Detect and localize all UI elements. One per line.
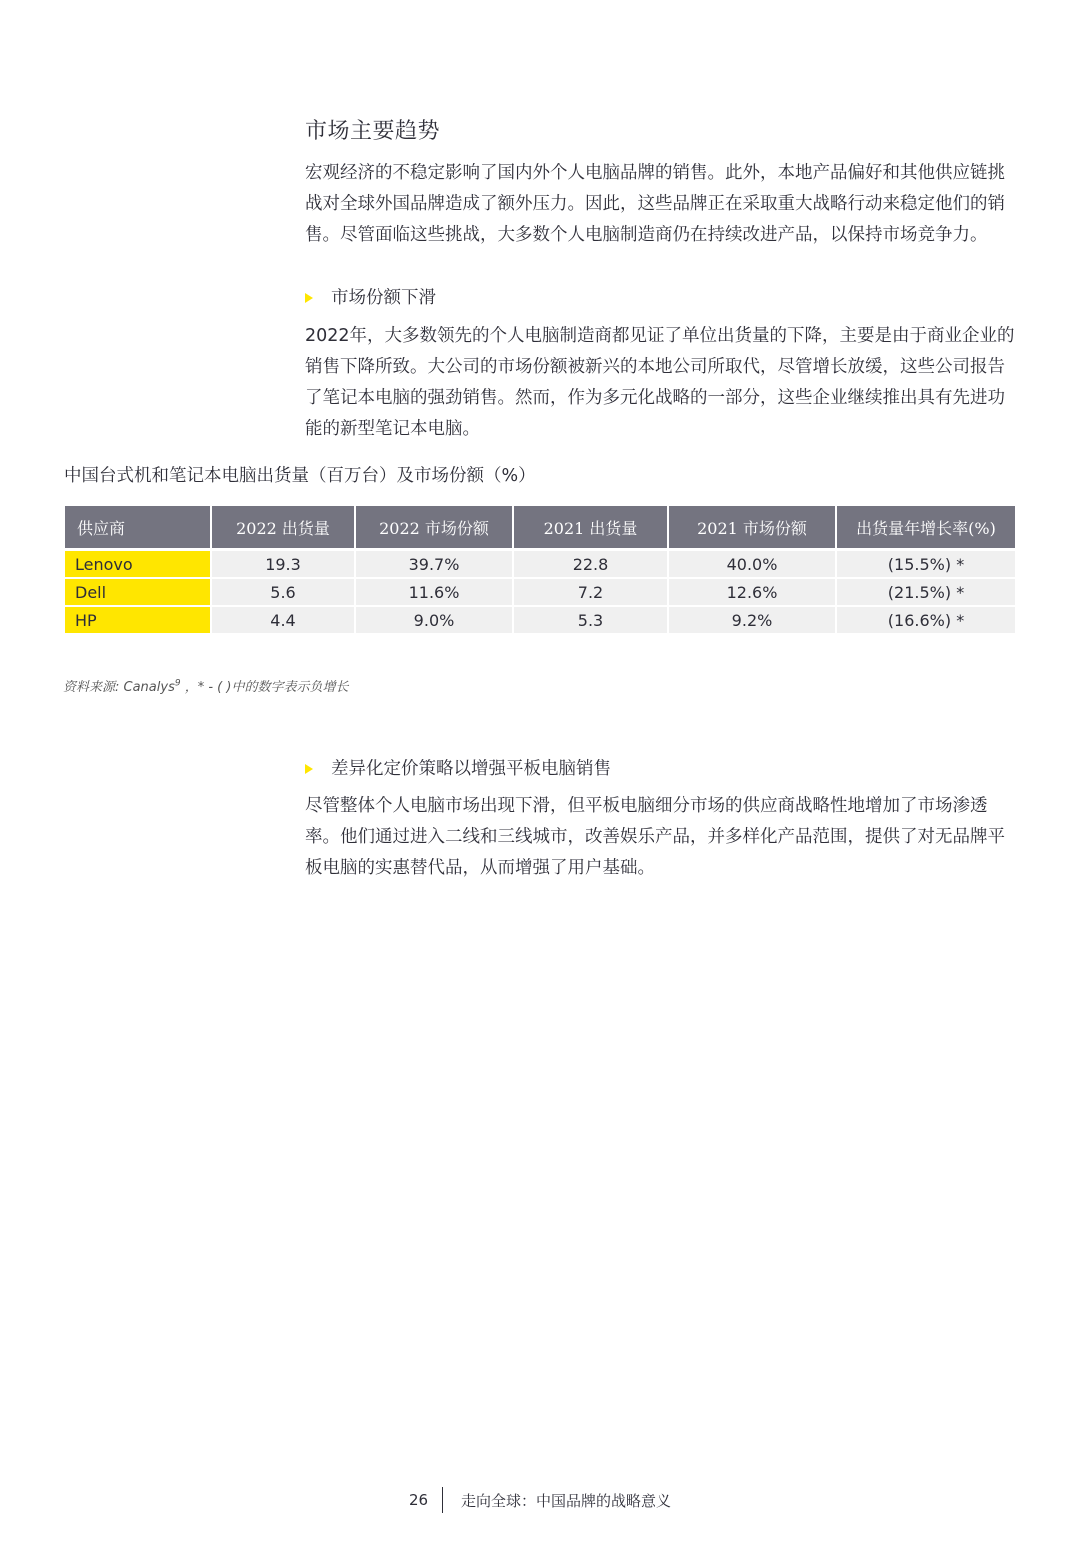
- page-number: 26: [408, 1491, 429, 1509]
- market-share-paragraph: 2022年，大多数领先的个人电脑制造商都见证了单位出货量的下降，主要是由于商业企业的销售下降所致。大公司的市场份额被新兴的本地公司所取代，尽管增长放缓，这些公司报告了笔记本电脑的强劲销售。然而，作为多元化战略的一部分，这些企业继续推出具有先进功能的新型笔记本电脑。: [305, 326, 1015, 439]
- header-yoy-growth: 出货量年增长率(%): [837, 506, 1015, 551]
- vendor-cell: Lenovo: [65, 551, 210, 579]
- table-cell: 11.6%: [356, 579, 512, 607]
- header-2021-shipments: 2021 出货量: [514, 506, 667, 551]
- bullet-market-share: [305, 284, 436, 309]
- bullet-triangle-icon: [305, 764, 313, 774]
- section-heading: 市场主要趋势: [305, 119, 441, 144]
- source-superscript: 9: [174, 678, 181, 689]
- source-label: 资料来源: Canalys: [63, 680, 175, 695]
- header-2022-shipments: 2022 出货量: [212, 506, 354, 551]
- table-cell: 19.3: [212, 551, 354, 579]
- page-footer: [0, 1487, 1080, 1513]
- table-cell: 12.6%: [669, 579, 835, 607]
- table-cell: 22.8: [514, 551, 667, 579]
- bullet-title: 市场份额下滑: [331, 288, 436, 308]
- table-cell: 9.2%: [669, 607, 835, 635]
- shipment-table: [63, 506, 1017, 635]
- header-2021-share: 2021 市场份额: [669, 506, 835, 551]
- tablet-paragraph: 尽管整体个人电脑市场出现下滑，但平板电脑细分市场的供应商战略性地增加了市场渗透率。他们通过进入二线和三线城市，改善娱乐产品，并多样化产品范围，提供了对无品牌平板电脑的实惠替代品，从而增强了用户基础。: [305, 796, 1005, 878]
- bullet-tablet-pricing: [305, 755, 611, 780]
- vendor-cell: HP: [65, 607, 210, 635]
- table-header-row: [65, 506, 1015, 551]
- intro-paragraph: 宏观经济的不稳定影响了国内外个人电脑品牌的销售。此外，本地产品偏好和其他供应链挑战对全球外国品牌造成了额外压力。因此，这些品牌正在采取重大战略行动来稳定他们的销售。尽管面临这些挑战，大多数个人电脑制造商仍在持续改进产品，以保持市场竞争力。: [305, 163, 1005, 245]
- table-cell: 5.3: [514, 607, 667, 635]
- table-cell: (16.6%) *: [837, 607, 1015, 635]
- source-note-text: ，* - ( )中的数字表示负增长: [180, 680, 349, 695]
- table-cell: 5.6: [212, 579, 354, 607]
- table-cell: 39.7%: [356, 551, 512, 579]
- bullet-triangle-icon: [305, 293, 313, 303]
- table-row: [65, 607, 1015, 635]
- table-cell: (21.5%) *: [837, 579, 1015, 607]
- table-cell: 7.2: [514, 579, 667, 607]
- header-vendor: 供应商: [65, 506, 210, 551]
- table-caption: 中国台式机和笔记本电脑出货量（百万台）及市场份额（%）: [64, 466, 536, 486]
- table-row: [65, 579, 1015, 607]
- footer-title: 走向全球：中国品牌的战略意义: [461, 1491, 672, 1510]
- table-row: [65, 551, 1015, 579]
- table-cell: 4.4: [212, 607, 354, 635]
- bullet-title: 差异化定价策略以增强平板电脑销售: [331, 759, 611, 779]
- table-cell: (15.5%) *: [837, 551, 1015, 579]
- footer-divider: [442, 1487, 443, 1513]
- header-2022-share: 2022 市场份额: [356, 506, 512, 551]
- table-cell: 40.0%: [669, 551, 835, 579]
- vendor-cell: Dell: [65, 579, 210, 607]
- table-cell: 9.0%: [356, 607, 512, 635]
- source-note: [63, 676, 348, 695]
